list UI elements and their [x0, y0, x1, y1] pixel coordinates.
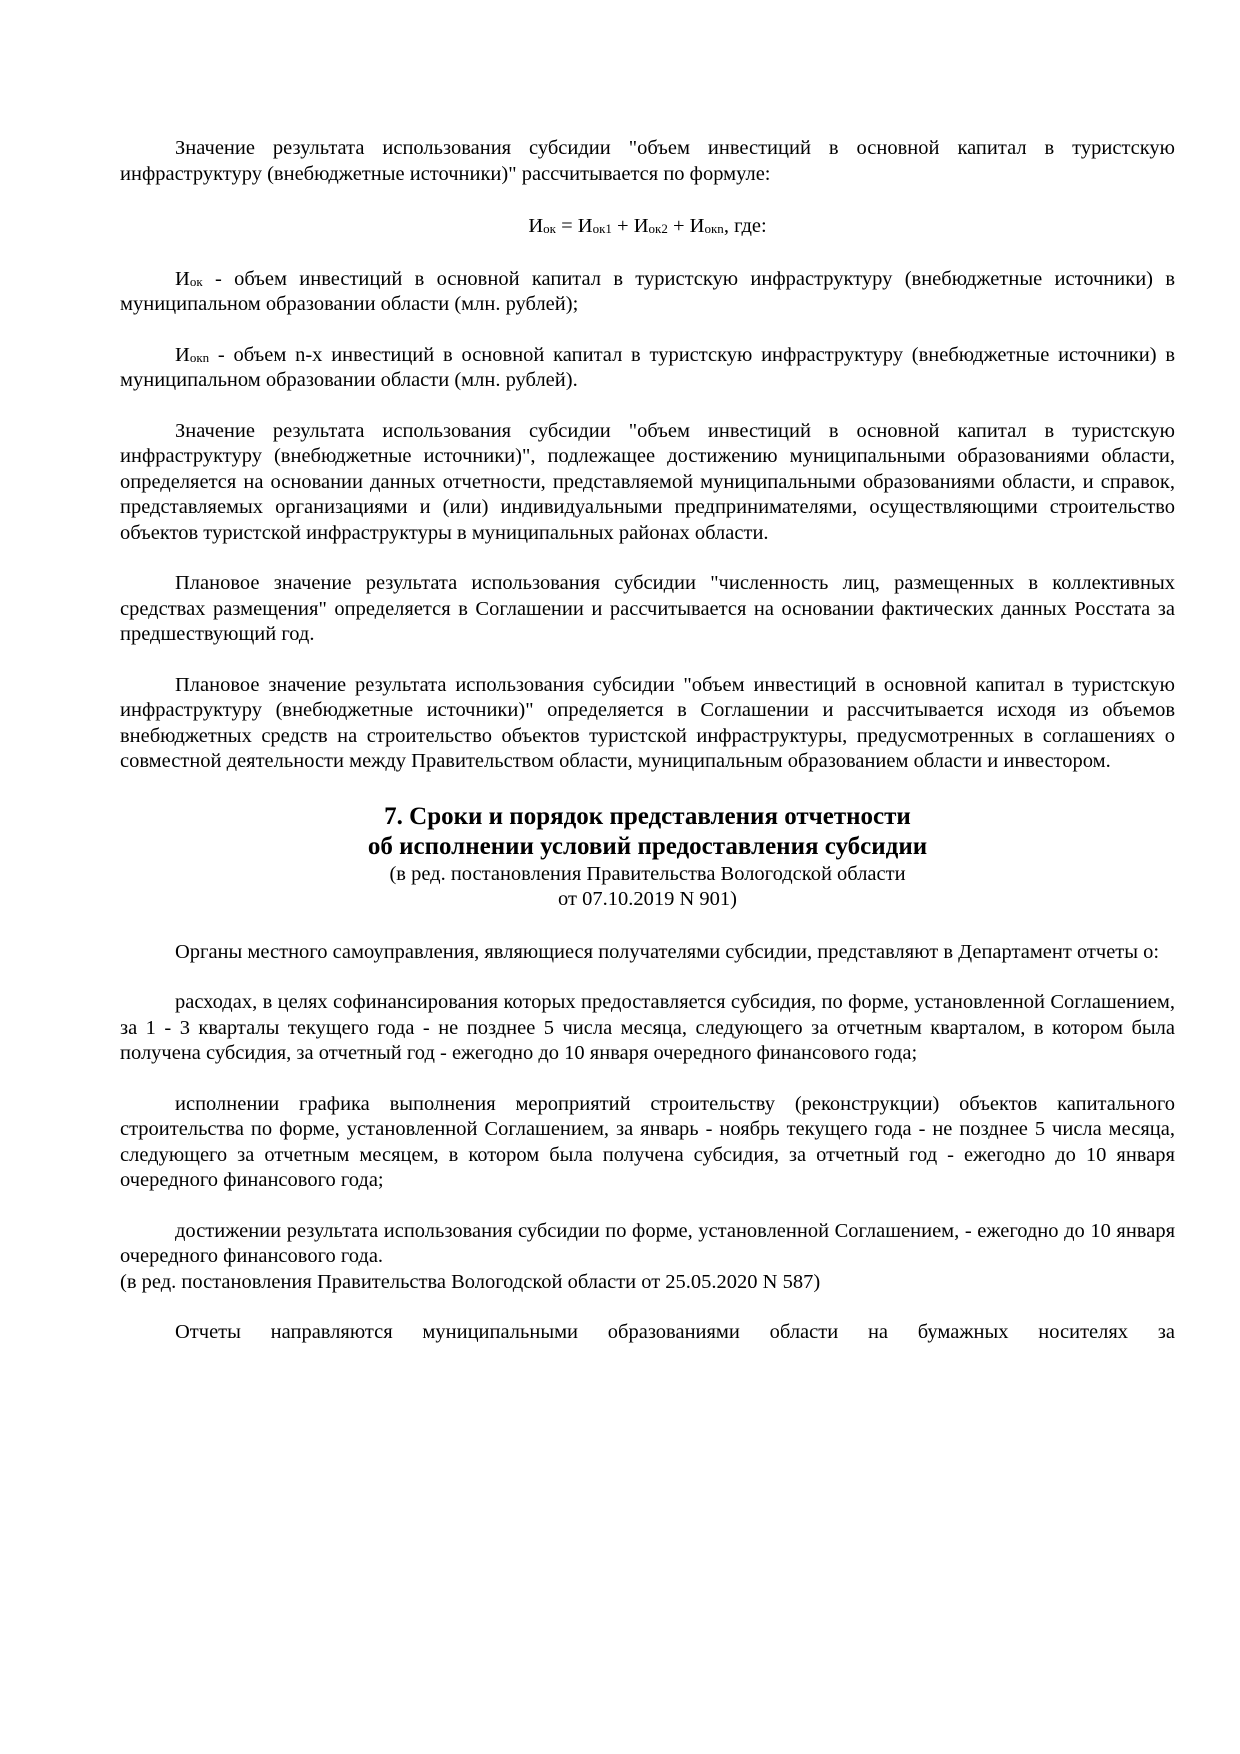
formula-lhs: $И_{ок}$: [528, 215, 556, 237]
definition-iok: $И_{ок}$ - объем инвестиций в основной капитал в туристскую инфраструктуру (внебюджетные источники) в муниципальном образовании области (млн. рублей);: [120, 267, 1175, 315]
paragraph-planned-persons: Плановое значение результата использования субсидии "численность лиц, размещенных в коллективных средствах размещения" определяется в Соглашении и рассчитывается на основании фактических данных Росстата за предшествующий год.: [120, 572, 1175, 645]
definition-iokn: $И_{окn}$ - объем n-х инвестиций в основной капитал в туристскую инфраструктуру (внебюджетные источники) в муниципальном образовании области (млн. рублей).: [120, 343, 1175, 391]
document-page: [120, 136, 1175, 1346]
paragraph-reports-submission: Отчеты направляются муниципальными образованиями области на бумажных носителях за: [175, 1321, 1175, 1343]
section-amendment-line-2: от 07.10.2019 N 901): [558, 888, 737, 910]
paragraph-schedule-report: исполнении графика выполнения мероприятий строительству (реконструкции) объектов капитального строительства по форме, установленной Соглашением, за январь - ноябрь текущего года - не позднее 5 числа месяца, следующего за отчетным месяцем, в котором была получена субсидия, за отчетный год - ежегодно до 10 января очередного финансового года;: [120, 1092, 1175, 1191]
symbol-iok: $И_{ок}$: [175, 267, 203, 290]
formula: $И_{ок} = И_{ок1} + И_{ок2} + И_{окn}$, где:: [528, 215, 767, 237]
formula-term-n: $И_{окn}$: [689, 215, 724, 237]
section-title-line-1: 7. Сроки и порядок представления отчетности: [384, 802, 911, 830]
paragraph-result-value: Значение результата использования субсидии "объем инвестиций в основной капитал в туристскую инфраструктуру (внебюджетные источники)", подлежащее достижению муниципальными образованиями области, определяется на основании данных отчетности, представляемой муниципальными образованиями области, и справок, представляемых организациями и (или) индивидуальными предпринимателями, осуществляющими строительство объектов туристской инфраструктуры в муниципальных районах области.: [120, 419, 1175, 544]
paragraph-formula-intro: Значение результата использования субсидии "объем инвестиций в основной капитал в туристскую инфраструктуру (внебюджетные источники)" рассчитывается по формуле:: [120, 137, 1175, 185]
paragraph-planned-investments: Плановое значение результата использования субсидии "объем инвестиций в основной капитал в туристскую инфраструктуру (внебюджетные источники)" определяется в Соглашении и рассчитывается исходя из объемов внебюджетных средств на строительство объектов туристской инфраструктуры, предусмотренных в соглашениях о совместной деятельности между Правительством области, муниципальным образованием области и инвестором.: [120, 673, 1175, 772]
section-title-line-2: об исполнении условий предоставления субсидии: [367, 832, 928, 860]
paragraph-result-report: достижении результата использования субсидии по форме, установленной Соглашением, - ежегодно до 10 января очередного финансового года.: [120, 1219, 1175, 1267]
formula-term-2: $И_{ок2}$: [633, 215, 668, 237]
paragraph-expenses-report: расходах, в целях софинансирования которых предоставляется субсидия, по форме, установленной Соглашением, за 1 - 3 кварталы текущего года - не позднее 5 числа месяца, следующего за отчетным кварталом, в котором была получена субсидия, за отчетный год - ежегодно до 10 января очередного финансового года;: [120, 991, 1175, 1064]
symbol-iokn: $И_{окn}$: [175, 343, 210, 366]
section-heading: [120, 802, 1175, 913]
section-amendment-line-1: (в ред. постановления Правительства Вологодской области: [389, 862, 906, 885]
amendment-note: (в ред. постановления Правительства Вологодской области от 25.05.2020 N 587): [120, 1270, 821, 1293]
paragraph-reports-intro: Органы местного самоуправления, являющиеся получателями субсидии, представляют в Департамент отчеты о:: [175, 940, 1160, 963]
formula-term-1: $И_{ок1}$: [577, 215, 612, 237]
